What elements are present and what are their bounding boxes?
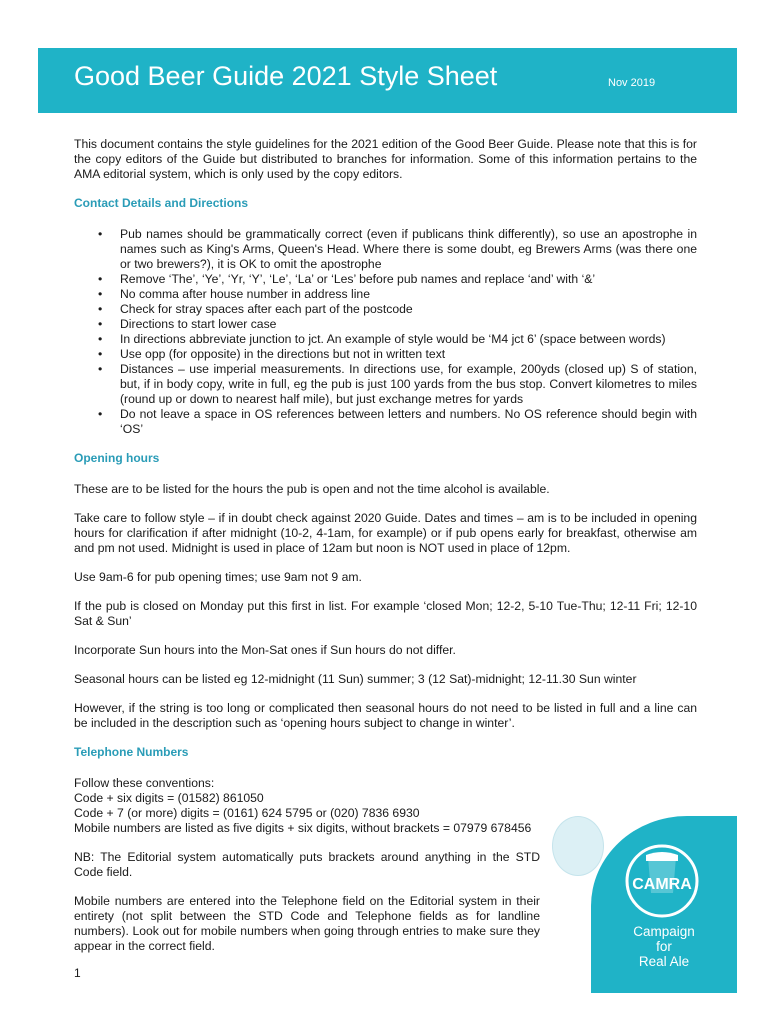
paragraph: These are to be listed for the hours the pub is open and not the time alcohol is available. [74,482,550,496]
phone-line: Code + 7 (or more) digits = (0161) 624 5795 or (020) 7836 6930 [74,806,420,820]
mobile-paragraph: Mobile numbers are entered into the Telephone field on the Editorial system in their entirety (not split between the STD Code and Telephone fields as for landline numbers). Look out for mobile numbers when going through entries to make sure they appear in the correct field. [74,894,540,953]
section-heading-opening: Opening hours [74,451,160,465]
paragraph: However, if the string is too long or complicated then seasonal hours do not need to be listed in full and a line can be included in the description such as ‘opening hours subject to change in winter’. [74,701,697,730]
paragraph: Use 9am-6 for pub opening times; use 9am not 9 am. [74,570,362,584]
page-number: 1 [74,966,81,980]
paragraph: Seasonal hours can be listed eg 12-midnight (11 Sun) summer; 3 (12 Sat)-midnight; 12-11.30 Sun winter [74,672,637,686]
camra-logo-icon [624,843,700,919]
list-item: • Pub names should be grammatically correct (even if publicans think differently), so use an apostrophe in names such as King's Arms, Queen's Head. Where there is some doubt, eg Brewers Arms (was there one or two brewers?), it is OK to omit the apostrophe [120,227,697,272]
phone-line: Follow these conventions: [74,776,215,790]
title-banner [38,48,737,113]
logo-line: for [656,939,672,954]
contact-bullet-list [74,227,697,437]
list-item: • Distances – use imperial measurements. In directions use, for example, 200yds (closed up) S of station, but, if in body copy, write in full, eg the pub is just 100 yards from the bus stop. Convert kilometres to miles (round up or down to nearest half mile), but just exchange metres for yards [120,362,697,407]
nb-paragraph: NB: The Editorial system automatically puts brackets around anything in the STD Code field. [74,850,540,879]
section-heading-telephone: Telephone Numbers [74,745,189,759]
list-item: • Do not leave a space in OS references between letters and numbers. No OS reference should begin with ‘OS’ [120,407,697,437]
document-date: Nov 2019 [608,77,656,89]
paragraph: Take care to follow style – if in doubt check against 2020 Guide. Dates and times – am is to be included in opening hours for clarification if after midnight (10-2, 4-1am, for example) or if pub opens early for breakfast, otherwise am and pm not used. Midnight is used in place of 12am but noon is NOT used in place of 12pm. [74,511,697,555]
list-item: • Check for stray spaces after each part of the postcode [120,302,697,317]
list-item: • No comma after house number in address line [120,287,697,302]
list-item: • Remove ‘The’, ‘Ye’, ‘Yr, ‘Y’, ‘Le’, ‘La’ or ‘Les’ before pub names and replace ‘and’ with ‘&’ [120,272,697,287]
logo-lettering: CAMRA [632,876,692,893]
logo-line: Campaign [633,924,695,939]
camra-logo-text [620,924,708,969]
phone-conventions [74,776,697,836]
list-item: • In directions abbreviate junction to jct. An example of style would be ‘M4 jct 6’ (space between words) [120,332,697,347]
paragraph: Incorporate Sun hours into the Mon-Sat ones if Sun hours do not differ. [74,643,456,657]
list-item: • Directions to start lower case [120,317,697,332]
document-title: Good Beer Guide 2021 Style Sheet [74,61,498,91]
paragraph: If the pub is closed on Monday put this first in list. For example ‘closed Mon; 12-2, 5-10 Tue-Thu; 12-11 Fri; 12-10 Sat & Sun’ [74,599,697,628]
phone-line: Mobile numbers are listed as five digits + six digits, without brackets = 07979 678456 [74,821,532,835]
logo-line: Real Ale [638,954,690,969]
decorative-circle [552,816,604,876]
intro-paragraph: This document contains the style guidelines for the 2021 edition of the Good Beer Guide. Please note that this is for the copy editors of the Guide but distributed to branches for information. Some of this information pertains to the AMA editorial system, which is only used by the copy editors. [74,137,697,181]
section-heading-contact: Contact Details and Directions [74,196,249,210]
list-item: • Use opp (for opposite) in the directions but not in written text [120,347,697,362]
phone-line: Code + six digits = (01582) 861050 [74,791,264,805]
